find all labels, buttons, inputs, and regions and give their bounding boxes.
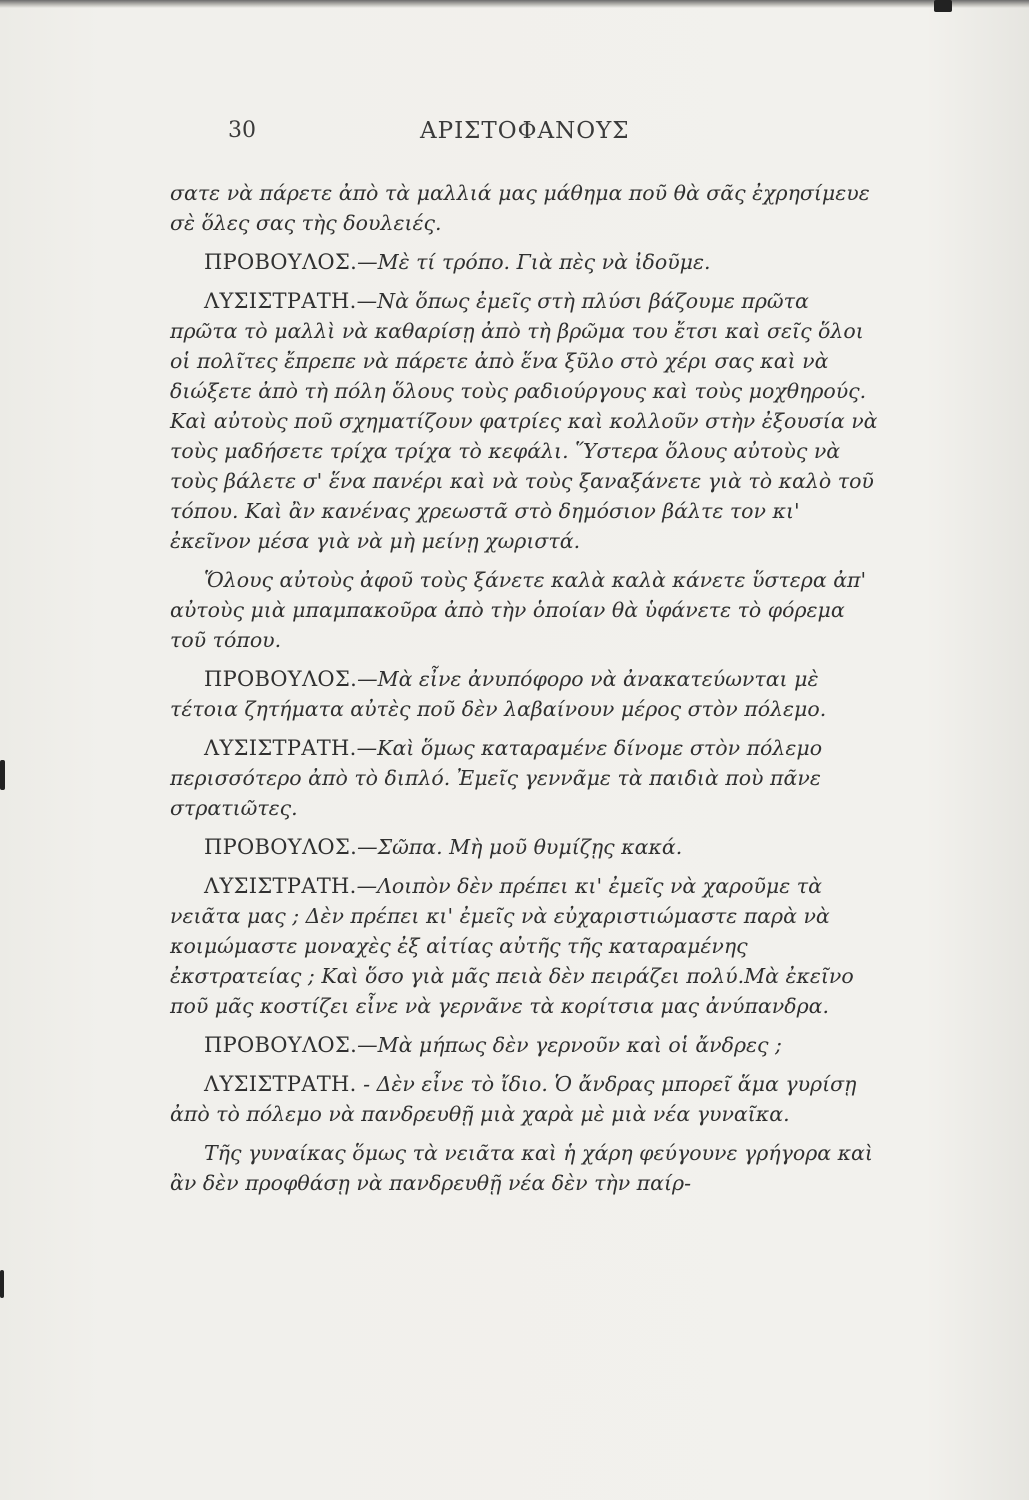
paragraph-text: —Καὶ ὅμως καταραμένε δίνομε στὸν πόλεμο περισσότερο ἀπὸ τὸ διπλό. Ἐμεῖς γεννᾶμε τὰ παιδιὰ ποὺ πᾶνε στρατιῶτες.	[170, 736, 823, 820]
body-text	[170, 178, 880, 1200]
speaker-name: ΠΡΟΒΟΥΛΟΣ.	[204, 250, 358, 274]
paragraph-11	[170, 1138, 880, 1198]
paragraph-text: —Νὰ ὅπως ἐμεῖς στὴ πλύσι βάζουμε πρῶτα πρῶτα τὸ μαλλὶ νὰ καθαρίσῃ ἀπὸ τὴ βρῶμα του ἔτσι καὶ σεῖς ὅλοι οἱ πολῖτες ἔπρεπε νὰ πάρετε ἀπὸ ἕνα ξῦλο στὸ χέρι σας καὶ νὰ διώξετε ἀπὸ τὴ πόλη ὅλους τοὺς ραδιούργους καὶ τοὺς μοχθηρούς. Καὶ αὐτοὺς ποῦ σχηματίζουν φατρίες καὶ κολλοῦν στὴν ἐξουσία νὰ τοὺς μαδήσετε τρίχα τρίχα τὸ κεφάλι. Ὕστερα ὅλους αὐτοὺς νὰ τοὺς βάλετε σ' ἕνα πανέρι καὶ νὰ τοὺς ξαναξάνετε γιὰ τὸ καλὸ τοῦ τόπου. Καὶ ἂν κανένας χρεωστᾶ στὸ δημόσιον βάλτε τον κι' ἐκεῖνον μέσα γιὰ νὰ μὴ μείνῃ χωριστά.	[170, 289, 878, 553]
paragraph-text: Ὅλους αὐτοὺς ἀφοῦ τοὺς ξάνετε καλὰ καλὰ κάνετε ὕστερα ἀπ' αὐτοὺς μιὰ μπαμπακοῦρα ἀπὸ τὴν ὁποίαν θὰ ὑφάνετε τὸ φόρεμα τοῦ τόπου.	[170, 568, 867, 652]
scan-mark-left-lower	[0, 1270, 4, 1298]
paragraph-text: —Μὰ μήπως δὲν γερνοῦν καὶ οἱ ἄνδρες ;	[357, 1033, 782, 1057]
paragraph-10	[170, 1069, 880, 1129]
paragraph-8	[170, 871, 880, 1021]
speaker-name: ΠΡΟΒΟΥΛΟΣ.	[204, 667, 358, 691]
scan-mark-top	[934, 0, 952, 12]
speaker-name: ΠΡΟΒΟΥΛΟΣ.	[204, 1033, 358, 1057]
paragraph-5	[170, 664, 880, 724]
page-number: 30	[228, 118, 256, 143]
speaker-name: ΛΥΣΙΣΤΡΑΤΗ.	[204, 736, 357, 760]
paragraph-text: —Σῶπα. Μὴ μοῦ θυμίζῃς κακά.	[357, 835, 683, 859]
paragraph-text: —Μὲ τί τρόπο. Γιὰ πὲς νὰ ἰδοῦμε.	[357, 250, 711, 274]
speaker-name: ΛΥΣΙΣΤΡΑΤΗ.	[204, 289, 357, 313]
speaker-name: ΛΥΣΙΣΤΡΑΤΗ.	[204, 874, 357, 898]
paragraph-2	[170, 247, 880, 277]
paragraph-7	[170, 832, 880, 862]
running-title: ΑΡΙΣΤΟΦΑΝΟΥΣ	[420, 118, 630, 144]
running-header	[0, 112, 1029, 148]
paragraph-6	[170, 733, 880, 823]
speaker-name: ΛΥΣΙΣΤΡΑΤΗ.	[204, 1072, 357, 1096]
paragraph-text: Τῆς γυναίκας ὅμως τὰ νειᾶτα καὶ ἡ χάρη φεύγουνε γρήγορα καὶ ἂν δὲν προφθάσῃ νὰ πανδρευθῇ νέα δὲν τὴν παίρ-	[170, 1141, 873, 1195]
paragraph-text: σατε νὰ πάρετε ἀπὸ τὰ μαλλιά μας μάθημα ποῦ θὰ σᾶς ἐχρησίμευε σὲ ὅλες σας τὴς δουλειές.	[170, 181, 870, 235]
scan-mark-left	[0, 760, 5, 790]
paragraph-text: —Μὰ εἶνε ἀνυπόφορο νὰ ἀνακατεύωνται μὲ τέτοια ζητήματα αὐτὲς ποῦ δὲν λαβαίνουν μέρος στὸν πόλεμο.	[170, 667, 827, 721]
page-top-edge	[0, 0, 1029, 8]
paragraph-text: - Δὲν εἶνε τὸ ἴδιο. Ὁ ἄνδρας μπορεῖ ἅμα γυρίσῃ ἀπὸ τὸ πόλεμο νὰ πανδρευθῇ μιὰ χαρὰ μὲ μιὰ νέα γυναῖκα.	[170, 1072, 857, 1126]
paragraph-text: —Λοιπὸν δὲν πρέπει κι' ἐμεῖς νὰ χαροῦμε τὰ νειᾶτα μας ; Δὲν πρέπει κι' ἐμεῖς νὰ εὐχαριστιώμαστε παρὰ νὰ κοιμώμαστε μοναχὲς ἐξ αἰτίας αὐτῆς τῆς καταραμένης ἐκστρατείας ; Καὶ ὅσο γιὰ μᾶς πειὰ δὲν πειράζει πολύ.Μὰ ἐκεῖνο ποῦ μᾶς κοστίζει εἶνε νὰ γερνᾶνε τὰ κορίτσια μας ἀνύπανδρα.	[170, 874, 854, 1018]
paragraph-4	[170, 565, 880, 655]
paragraph-1	[170, 178, 880, 238]
speaker-name: ΠΡΟΒΟΥΛΟΣ.	[204, 835, 358, 859]
paragraph-9	[170, 1030, 880, 1060]
paragraph-3	[170, 286, 880, 556]
